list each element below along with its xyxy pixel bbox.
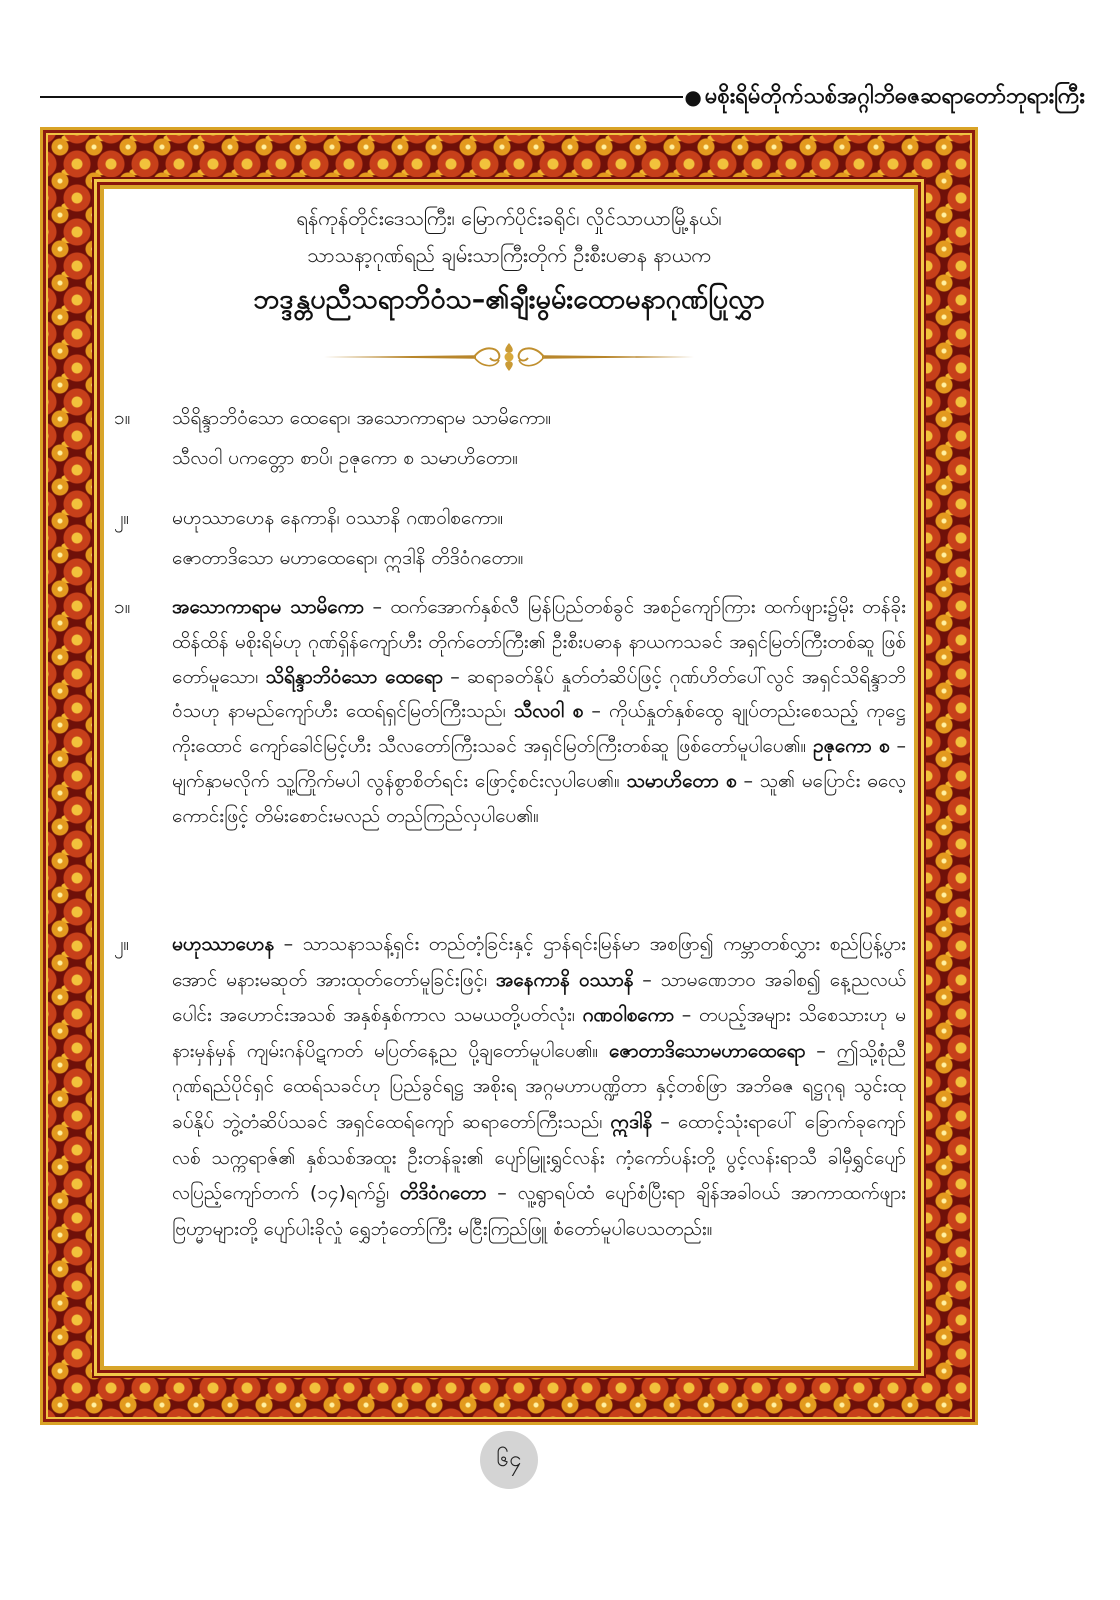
paragraph-text [172, 927, 906, 1247]
pali-term: ဂဏဝါစကော [582, 1004, 675, 1027]
pali-term: သိရိန္ဒာဘိဝံသော ထေရော [265, 665, 443, 688]
gloss-text: – သာမဏေဘဝ အခါစ၍ နေ့ညလယ်ပေါင်း အဟောင်းအသစ် အနှစ်နှစ်ကာလ သမယတို့ပတ်လုံး၊ [172, 968, 906, 1027]
header-bullet-icon: ● [684, 85, 702, 109]
divider-right-stroke [542, 355, 694, 359]
pali-term: သီလဝါ စ [513, 700, 584, 723]
intro-line-1: ရန်ကုန်တိုင်းဒေသကြီး၊ မြောက်ပိုင်းခရိုင်၊ လှိုင်သာယာမြို့နယ်၊ [296, 206, 722, 230]
running-header [40, 80, 1085, 114]
verse-text [172, 398, 906, 478]
gloss-text: – သာသနာသန့်ရှင်း တည်တံ့ခြင်းနှင့် ဌာန်ရင်းမြန်မာ အစဖြာ၍ ကမ္ဘာတစ်လွှား စည်ပြန့်ပွားအောင် မနားမဆုတ် အားထုတ်တော်မူခြင်းဖြင့်၊ [172, 933, 907, 991]
page-title: ဘဒ္ဒန္တပညီသရာဘိဝံသ–၏ချီးမွမ်းထောမနာဂုဏ်ပြုလွှာ [253, 284, 765, 315]
content-panel [100, 185, 918, 1370]
verse-line: သိရိန္ဒာဘိဝံသော ထေရော၊ အသောကာရာမ သာမိကော။ [172, 407, 552, 429]
gloss-text: – ထောင့်သုံးရာပေါ် ခြောက်ခုကျော်လစ် သက္ကရာဇ်၏ နှစ်သစ်အထူး ဦးတန်ခူး၏ ပျော်မြူးရွှင်လန်း ကံ့ကော်ပန်းတို့ ပွင့်လန်းရာသီ ခါမှီရွှင်ပျော် လပြည့်ကျော်တက် (၁၄)ရက်၌၊ [172, 1110, 906, 1205]
gloss-text: – တပည့်အများ သိစေသားဟု မနားမှန်မှန် ကျမ်းဂန်ပိဋကတ် မပြတ်နေ့ည ပို့ချတော်မူပါပေ၏။ [172, 1004, 907, 1062]
pali-term: အနေကာနိ ဝဿာနိ [495, 968, 634, 991]
pali-term: သမာဟိတော စ [626, 769, 737, 792]
gloss-text: – ထက်အောက်နှစ်လီ မြန်ပြည်တစ်ခွင် အစဉ်ကျော်ကြား ထက်ဖျား၌မိုး တန်ခိုးထိန်ထိန် မစိုးရိမ်ဟု ဂုဏ်ရှိန်ကျော်ဟီး တိုက်တော်ကြီး၏ ဦးစီးပဓာန နာယကသခင် အရှင်မြတ်ကြီးတစ်ဆူ ဖြစ်တော်မူသော၊ [172, 596, 906, 688]
verse-line: ဇောတာဒိသော မဟာထေရော၊ ဣဒါနိ တိဒိဝံဂတော။ [172, 547, 524, 569]
verse-number: ၂။ [114, 507, 130, 529]
divider-left-stroke [324, 355, 476, 359]
header-rule [40, 96, 683, 98]
divider-center-dot [505, 353, 514, 362]
gloss-text: – မျက်နှာမလိုက် သူ့ကြိုက်မပါ လွန်စွာစိတ်ရင်း ဖြောင့်စင်းလှပါပေ၏။ [172, 735, 906, 792]
pali-term: မဟုဿာဟေန [172, 933, 275, 955]
paragraph-number: ၁။ [114, 596, 131, 618]
gloss-text: – လူ့ရွာရပ်ထံ ပျော်စံပြီးရာ ချိန်အခါဝယ် အာကာထက်ဖျား ဗြဟ္မာများတို့ ပျော်ပါးခိုလှုံ ရွှေဘုံတော်ကြီး မငြီးကြည်ဖြူ စံတော်မူပါပေသတည်း။ [172, 1182, 907, 1240]
pali-term: ဇောတာဒိသောမဟာထေရော [609, 1039, 806, 1062]
pali-term: ဣဒါနိ [610, 1110, 653, 1133]
gloss-text: – ဤသို့စုံညီ ဂုဏ်ရည်ပိုင်ရှင် ထေရ်သခင်ဟု ပြည်ခွင်ရဋ္ဌ အစိုးရ အဂ္ဂမဟာပဏ္ဍိတာ နှင့်တစ်ဖြာ အဘိဓဇ ရဋ္ဌဂုရု သွင်းထုခပ်နိုပ် ဘွဲ့တံဆိပ်သခင် အရှင်ထေရ်ကျော် ဆရာတော်ကြီးသည်၊ [172, 1039, 906, 1133]
pali-term: အသောကာရာမ သာမိကော [172, 596, 364, 618]
gloss-text: – ဆရာခတ်နိုပ် နှုတ်တံဆိပ်ဖြင့် ဂုဏ်ဟိတ်ပေါ်လွင် အရှင်သိရိန္ဒာဘိဝံသဟု နာမည်ကျော်ဟီး ထေရ်ရှင်မြတ်ကြီးသည်၊ [172, 665, 906, 723]
gloss-text: – ကိုယ်နှုတ်နှစ်ထွေ ချုပ်တည်းစေသည့် ကုဋ္ဌေကိုးထောင် ကျော်ခေါင်မြင့်ဟီး သီလတော်ကြီးသခင် အရှင်မြတ်ကြီးတစ်ဆူ ဖြစ်တော်မူပါပေ၏။ [172, 700, 906, 758]
ornament-divider-graphic [324, 342, 694, 372]
pali-term: တိဒိဝံဂတော [399, 1182, 487, 1205]
page-number [480, 1431, 538, 1489]
divider-left-scroll [474, 348, 499, 360]
page-number-text: ၆၄ [496, 1447, 522, 1472]
ornament-divider-icon [324, 342, 694, 372]
verse-text [172, 498, 906, 578]
pali-term: ဥဇုကော စ [813, 735, 890, 758]
divider-bottom-leaf [505, 361, 513, 371]
verse-number: ၁။ [114, 407, 131, 429]
intro-line-2: သာသနာ့ဂုဏ်ရည် ချမ်းသာကြီးတိုက် ဦးစီးပဓာန နာယက [307, 243, 711, 267]
paragraph-text [172, 590, 906, 834]
paragraph-number: ၂။ [114, 933, 130, 955]
divider-right-scroll [519, 348, 544, 360]
divider-top-leaf [505, 343, 513, 353]
verse-line: မဟုဿာဟေန နေကာနိ၊ ဝဿာနိ ဂဏဝါစကော။ [172, 507, 504, 529]
ornate-border [40, 127, 978, 1425]
gloss-text: – သူ၏ မပြောင်း ဓလေ့ကောင်းဖြင့် တိမ်းစောင်းမလည် တည်ကြည်လှပါပေ၏။ [172, 769, 906, 827]
verse-line: သီလဝါ ပကတ္တော စာပိ၊ ဥဇုကော စ သမာဟိတော။ [172, 447, 518, 469]
header-title: မစိုးရိမ်တိုက်သစ်အဂ္ဂါဘိဓဇဆရာတော်ဘုရားကြီး [704, 84, 1085, 109]
